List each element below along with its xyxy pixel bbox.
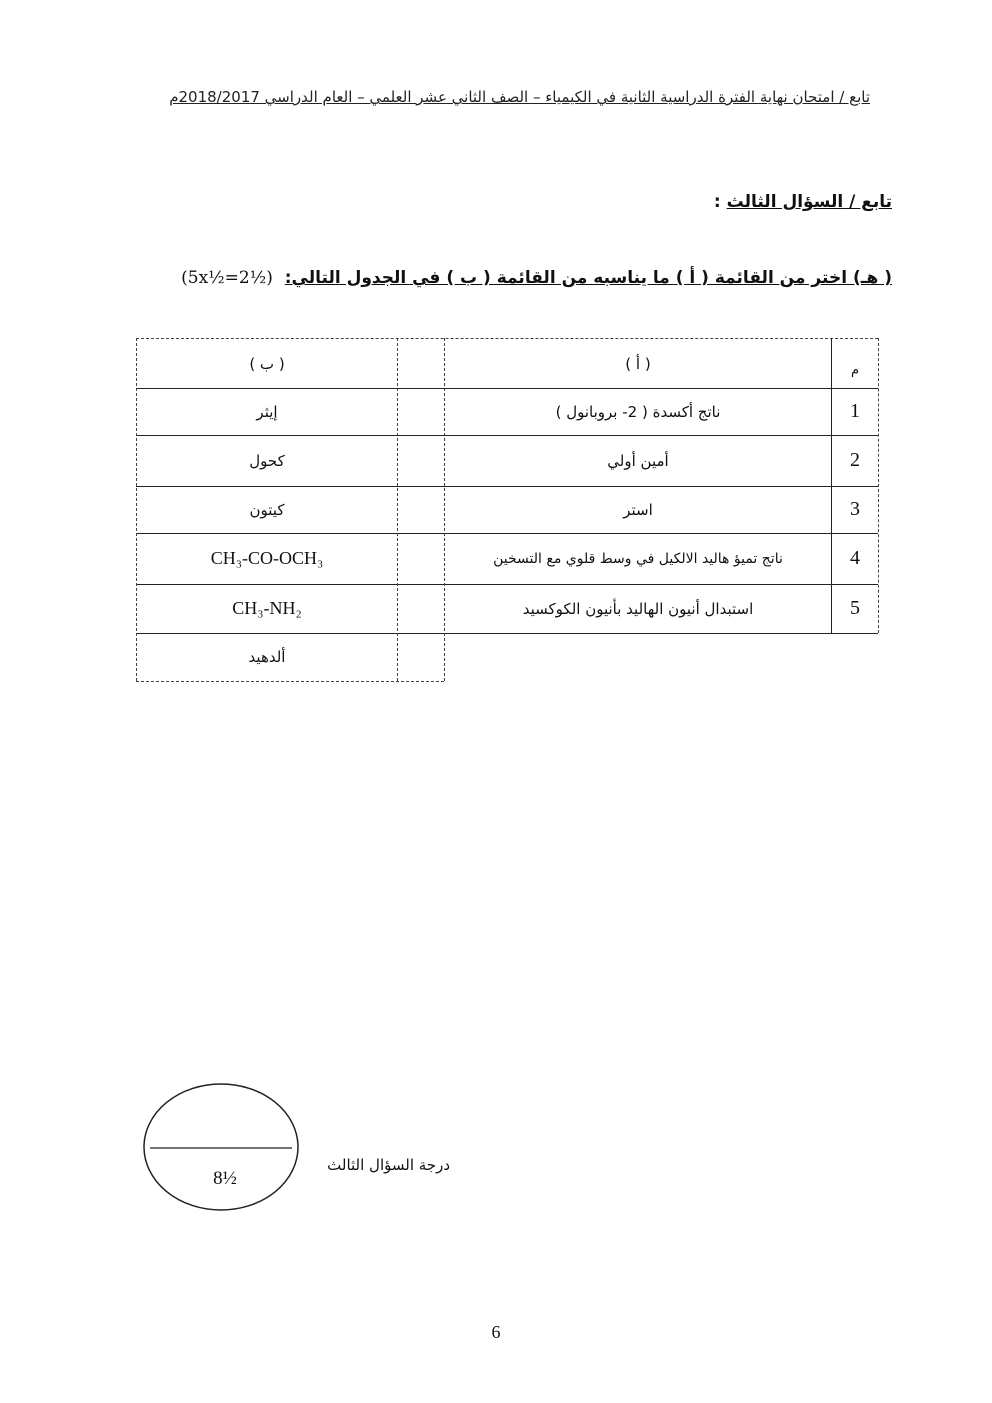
list-a-item: ناتج أكسدة ( 2- بروبانول ): [555, 402, 721, 421]
row-number: 1: [850, 400, 860, 422]
section-prefix: تابع /: [843, 192, 892, 212]
row-number: 2: [850, 449, 860, 471]
list-b-item: إيثر: [256, 402, 278, 421]
list-b-item: CH₃-NH₂: [232, 598, 302, 618]
list-a-item: ناتج تميؤ هاليد الالكيل في وسط قلوي مع التسخين: [493, 550, 783, 567]
row-number: 5: [850, 597, 860, 619]
exam-header: تابع / امتحان نهاية الفترة الدراسية الثانية في الكيمياء – الصف الثاني عشر العلمي – العام الدراسي 2018/2017م: [169, 88, 870, 106]
section-suffix: :: [713, 192, 727, 212]
list-a-item: استر: [623, 500, 653, 519]
grade-circle: [140, 1080, 310, 1216]
list-a-item: استبدال أنيون الهاليد بأنيون الكوكسيد: [522, 599, 754, 618]
instruction-score: (5x½=2½): [181, 268, 273, 288]
header-num: م: [850, 363, 860, 378]
list-a-item: أمين أولي: [607, 451, 669, 470]
section-title: [714, 192, 892, 212]
list-b-item: CH₃-CO-OCH₃: [210, 548, 324, 568]
section-name: السؤال الثالث: [726, 192, 844, 212]
list-b-item: ألدهيد: [248, 648, 286, 666]
row-number: 3: [850, 498, 860, 520]
header-a: ( أ ): [625, 354, 651, 373]
page-number: 6: [491, 1322, 501, 1342]
list-b-item: كحول: [249, 451, 285, 470]
question-instruction: [181, 268, 892, 288]
row-number: 4: [850, 547, 860, 569]
instruction-text: ( هـ) اختر من القائمة ( أ ) ما يناسبه من القائمة ( ب ) في الجدول التالي:: [284, 268, 892, 288]
header-b: ( ب ): [249, 354, 285, 373]
grade-value: 8½: [213, 1168, 237, 1189]
list-b-item: كيتون: [249, 500, 285, 519]
grade-label: درجة السؤال الثالث: [327, 1156, 450, 1174]
